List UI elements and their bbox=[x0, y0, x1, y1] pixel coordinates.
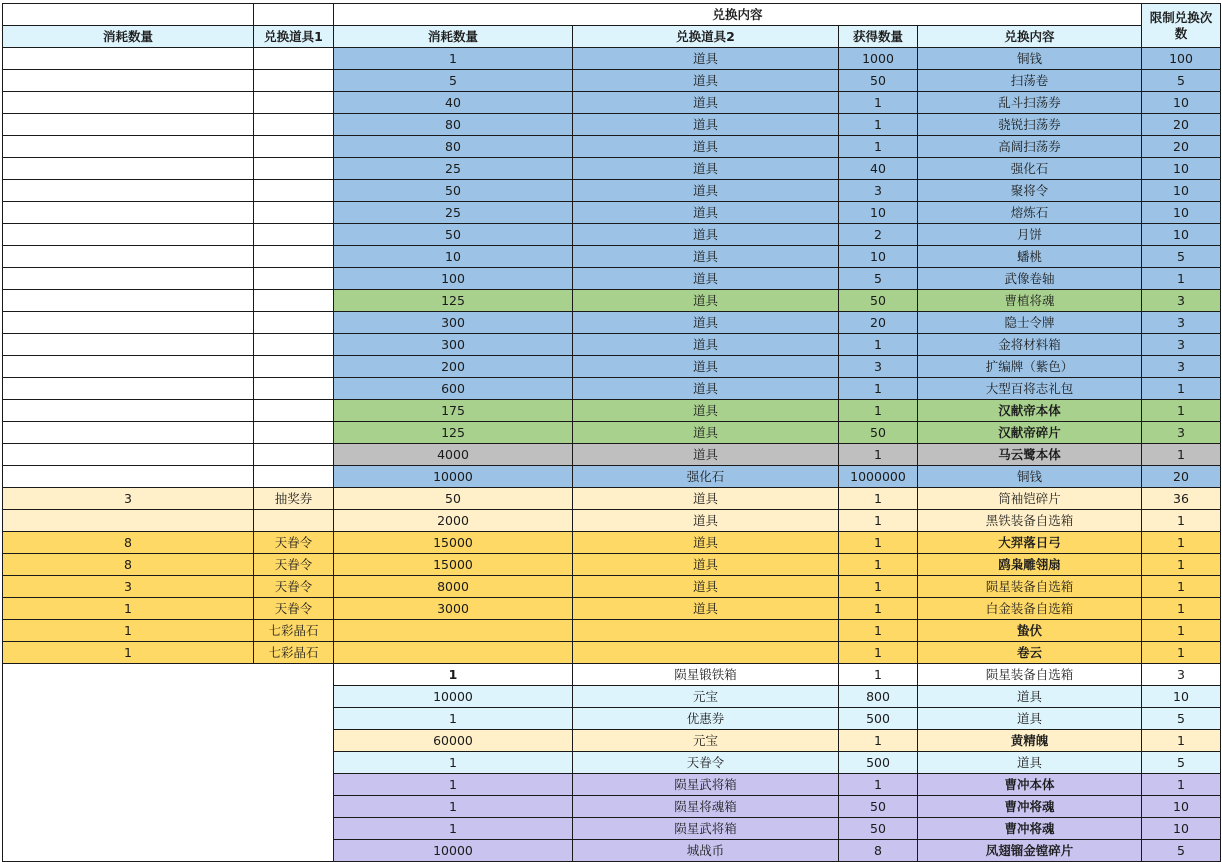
cost1-cell: 3 bbox=[3, 488, 254, 510]
item2-cell: 道具 bbox=[573, 444, 839, 466]
limit-cell: 10 bbox=[1142, 686, 1221, 708]
content-cell: 曹冲本体 bbox=[918, 774, 1142, 796]
item2-cell: 道具 bbox=[573, 598, 839, 620]
limit-cell: 5 bbox=[1142, 752, 1221, 774]
content-cell: 汉献帝碎片 bbox=[918, 422, 1142, 444]
gain-cell: 1000000 bbox=[839, 466, 918, 488]
table-row bbox=[3, 246, 1221, 268]
cost1-cell bbox=[3, 114, 254, 136]
limit-cell: 3 bbox=[1142, 334, 1221, 356]
content-cell: 金将材料箱 bbox=[918, 334, 1142, 356]
cost2-cell: 15000 bbox=[334, 532, 573, 554]
cost2-cell: 60000 bbox=[334, 730, 573, 752]
cost1-cell bbox=[3, 466, 254, 488]
cost2-cell: 600 bbox=[334, 378, 573, 400]
content-cell: 熔炼石 bbox=[918, 202, 1142, 224]
content-cell: 月饼 bbox=[918, 224, 1142, 246]
gain-cell: 1 bbox=[839, 554, 918, 576]
cost1-cell bbox=[3, 246, 254, 268]
item2-cell: 道具 bbox=[573, 290, 839, 312]
item1-cell bbox=[254, 444, 334, 466]
item2-cell: 陨星武将箱 bbox=[573, 774, 839, 796]
item2-cell: 陨星将魂箱 bbox=[573, 796, 839, 818]
cost1-cell bbox=[3, 158, 254, 180]
item1-cell bbox=[254, 202, 334, 224]
table-row bbox=[3, 488, 1221, 510]
cost2-cell: 25 bbox=[334, 202, 573, 224]
cost1-cell bbox=[3, 444, 254, 466]
content-cell: 陨星装备自选箱 bbox=[918, 664, 1142, 686]
item2-cell: 道具 bbox=[573, 554, 839, 576]
cost2-cell: 40 bbox=[334, 92, 573, 114]
table-row bbox=[3, 312, 1221, 334]
table-row bbox=[3, 202, 1221, 224]
item1-cell: 七彩晶石 bbox=[254, 642, 334, 664]
item2-cell: 天眷令 bbox=[573, 752, 839, 774]
item1-cell bbox=[254, 312, 334, 334]
limit-cell: 10 bbox=[1142, 202, 1221, 224]
gain-cell: 3 bbox=[839, 180, 918, 202]
cost2-cell: 1 bbox=[334, 664, 573, 686]
gain-cell: 50 bbox=[839, 290, 918, 312]
item2-cell: 道具 bbox=[573, 92, 839, 114]
item2-cell: 道具 bbox=[573, 224, 839, 246]
item1-cell bbox=[254, 70, 334, 92]
content-cell: 卷云 bbox=[918, 642, 1142, 664]
table-row bbox=[3, 664, 1221, 686]
limit-cell: 20 bbox=[1142, 466, 1221, 488]
item2-cell: 陨星武将箱 bbox=[573, 818, 839, 840]
gain-cell: 8 bbox=[839, 840, 918, 862]
cost1-cell: 8 bbox=[3, 554, 254, 576]
table-row bbox=[3, 642, 1221, 664]
table-row bbox=[3, 48, 1221, 70]
gain-cell: 3 bbox=[839, 356, 918, 378]
cost2-cell: 1 bbox=[334, 48, 573, 70]
cost2-cell: 100 bbox=[334, 268, 573, 290]
item1-cell bbox=[254, 334, 334, 356]
gain-cell: 1 bbox=[839, 642, 918, 664]
content-cell: 筒袖铠碎片 bbox=[918, 488, 1142, 510]
limit-cell: 20 bbox=[1142, 136, 1221, 158]
content-cell: 陨星装备自选箱 bbox=[918, 576, 1142, 598]
content-cell: 骁锐扫荡券 bbox=[918, 114, 1142, 136]
exchange-table bbox=[2, 3, 1221, 862]
item1-cell: 七彩晶石 bbox=[254, 620, 334, 642]
item1-cell bbox=[254, 180, 334, 202]
item1-cell bbox=[254, 510, 334, 532]
cost2-cell: 1 bbox=[334, 708, 573, 730]
content-cell: 强化石 bbox=[918, 158, 1142, 180]
content-cell: 高阔扫荡券 bbox=[918, 136, 1142, 158]
cost2-cell: 3000 bbox=[334, 598, 573, 620]
content-cell: 乱斗扫荡券 bbox=[918, 92, 1142, 114]
item1-cell bbox=[254, 224, 334, 246]
cost2-cell: 300 bbox=[334, 334, 573, 356]
limit-cell: 10 bbox=[1142, 180, 1221, 202]
exchange-content-title: 兑换内容 bbox=[334, 4, 1142, 26]
gain-cell: 1 bbox=[839, 92, 918, 114]
gain-cell: 1000 bbox=[839, 48, 918, 70]
content-cell: 蟠桃 bbox=[918, 246, 1142, 268]
table-row bbox=[3, 70, 1221, 92]
cost1-cell bbox=[3, 400, 254, 422]
limit-cell: 5 bbox=[1142, 840, 1221, 862]
cost1-cell bbox=[3, 356, 254, 378]
gain-cell: 1 bbox=[839, 136, 918, 158]
cost1-cell bbox=[3, 378, 254, 400]
table-row bbox=[3, 510, 1221, 532]
cost2-cell: 5 bbox=[334, 70, 573, 92]
content-cell: 大型百将志礼包 bbox=[918, 378, 1142, 400]
limit-cell: 10 bbox=[1142, 796, 1221, 818]
content-cell: 黄精魄 bbox=[918, 730, 1142, 752]
gain-cell: 20 bbox=[839, 312, 918, 334]
limit-cell: 3 bbox=[1142, 290, 1221, 312]
cost1-cell bbox=[3, 92, 254, 114]
item1-cell bbox=[254, 290, 334, 312]
limit-cell: 1 bbox=[1142, 444, 1221, 466]
cost2-cell: 1 bbox=[334, 818, 573, 840]
table-row bbox=[3, 620, 1221, 642]
gain-cell: 1 bbox=[839, 576, 918, 598]
limit-count-header: 限制兑换次数 bbox=[1142, 4, 1221, 48]
cost2-cell: 80 bbox=[334, 114, 573, 136]
content-cell: 隐士令牌 bbox=[918, 312, 1142, 334]
content-cell: 凤翅镏金镗碎片 bbox=[918, 840, 1142, 862]
limit-cell: 1 bbox=[1142, 532, 1221, 554]
content-cell: 曹冲将魂 bbox=[918, 818, 1142, 840]
item2-cell: 城战币 bbox=[573, 840, 839, 862]
content-cell: 马云鹭本体 bbox=[918, 444, 1142, 466]
item1-cell: 天眷令 bbox=[254, 532, 334, 554]
gain-cell: 1 bbox=[839, 510, 918, 532]
item1-cell bbox=[254, 268, 334, 290]
exchange-spreadsheet bbox=[2, 3, 1221, 862]
gain-cell: 50 bbox=[839, 796, 918, 818]
table-row bbox=[3, 334, 1221, 356]
limit-cell: 5 bbox=[1142, 708, 1221, 730]
table-row bbox=[3, 422, 1221, 444]
item1-cell bbox=[254, 400, 334, 422]
content-cell: 铜钱 bbox=[918, 48, 1142, 70]
item2-cell: 强化石 bbox=[573, 466, 839, 488]
item2-cell: 陨星锻铁箱 bbox=[573, 664, 839, 686]
gain-cell: 10 bbox=[839, 202, 918, 224]
cost2-cell: 10000 bbox=[334, 466, 573, 488]
item2-cell: 道具 bbox=[573, 136, 839, 158]
gain-cell: 1 bbox=[839, 532, 918, 554]
content-cell: 黑铁装备自选箱 bbox=[918, 510, 1142, 532]
item2-header: 兑换道具2 bbox=[573, 26, 839, 48]
item2-cell: 道具 bbox=[573, 246, 839, 268]
item1-cell: 抽奖券 bbox=[254, 488, 334, 510]
cost2-cell: 8000 bbox=[334, 576, 573, 598]
limit-cell: 36 bbox=[1142, 488, 1221, 510]
table-row bbox=[3, 576, 1221, 598]
item1-cell bbox=[254, 246, 334, 268]
item2-cell: 道具 bbox=[573, 422, 839, 444]
table-row bbox=[3, 180, 1221, 202]
item2-cell bbox=[573, 642, 839, 664]
limit-cell: 1 bbox=[1142, 268, 1221, 290]
gain-cell: 50 bbox=[839, 422, 918, 444]
content-cell: 扫荡卷 bbox=[918, 70, 1142, 92]
item1-cell: 天眷令 bbox=[254, 598, 334, 620]
gain-cell: 1 bbox=[839, 334, 918, 356]
content-cell: 曹冲将魂 bbox=[918, 796, 1142, 818]
gain-cell: 800 bbox=[839, 686, 918, 708]
limit-cell: 1 bbox=[1142, 378, 1221, 400]
limit-cell: 10 bbox=[1142, 818, 1221, 840]
gain-cell: 1 bbox=[839, 664, 918, 686]
item1-cell bbox=[254, 48, 334, 70]
content-cell: 蛰伏 bbox=[918, 620, 1142, 642]
cost2-cell: 10000 bbox=[334, 840, 573, 862]
cost1-cell bbox=[3, 180, 254, 202]
gain-cell: 50 bbox=[839, 818, 918, 840]
item1-cell: 天眷令 bbox=[254, 576, 334, 598]
content-cell: 汉献帝本体 bbox=[918, 400, 1142, 422]
gain-cell: 1 bbox=[839, 400, 918, 422]
header-empty-cell bbox=[254, 4, 334, 26]
limit-cell: 1 bbox=[1142, 554, 1221, 576]
table-row bbox=[3, 114, 1221, 136]
cost1-cell: 8 bbox=[3, 532, 254, 554]
item1-cell bbox=[254, 356, 334, 378]
cost1-cell bbox=[3, 422, 254, 444]
cost2-cell: 50 bbox=[334, 180, 573, 202]
cost1-cell bbox=[3, 136, 254, 158]
cost1-cell bbox=[3, 312, 254, 334]
gain-cell: 50 bbox=[839, 70, 918, 92]
table-row bbox=[3, 158, 1221, 180]
item2-cell: 道具 bbox=[573, 70, 839, 92]
table-row bbox=[3, 532, 1221, 554]
cost1-cell bbox=[3, 334, 254, 356]
limit-cell: 1 bbox=[1142, 620, 1221, 642]
cost1-header: 消耗数量 bbox=[3, 26, 254, 48]
content-cell: 大羿落日弓 bbox=[918, 532, 1142, 554]
cost2-cell: 15000 bbox=[334, 554, 573, 576]
item2-cell: 道具 bbox=[573, 334, 839, 356]
content-cell: 聚将令 bbox=[918, 180, 1142, 202]
limit-cell: 3 bbox=[1142, 312, 1221, 334]
limit-cell: 100 bbox=[1142, 48, 1221, 70]
cost2-cell bbox=[334, 642, 573, 664]
limit-cell: 1 bbox=[1142, 642, 1221, 664]
gain-cell: 2 bbox=[839, 224, 918, 246]
table-row bbox=[3, 92, 1221, 114]
cost2-cell bbox=[334, 620, 573, 642]
item2-cell bbox=[573, 620, 839, 642]
cost2-cell: 50 bbox=[334, 488, 573, 510]
cost1-cell bbox=[3, 202, 254, 224]
gain-cell: 1 bbox=[839, 598, 918, 620]
header-empty-cell bbox=[3, 4, 254, 26]
gain-cell: 40 bbox=[839, 158, 918, 180]
item2-cell: 道具 bbox=[573, 312, 839, 334]
cost2-cell: 175 bbox=[334, 400, 573, 422]
item1-cell bbox=[254, 422, 334, 444]
item1-cell bbox=[254, 114, 334, 136]
gain-cell: 1 bbox=[839, 114, 918, 136]
content-cell: 道具 bbox=[918, 686, 1142, 708]
cost1-cell bbox=[3, 224, 254, 246]
item2-cell: 元宝 bbox=[573, 686, 839, 708]
cost2-cell: 80 bbox=[334, 136, 573, 158]
item1-cell bbox=[254, 136, 334, 158]
limit-cell: 3 bbox=[1142, 356, 1221, 378]
gain-cell: 1 bbox=[839, 444, 918, 466]
item1-cell: 天眷令 bbox=[254, 554, 334, 576]
limit-cell: 10 bbox=[1142, 224, 1221, 246]
table-row bbox=[3, 356, 1221, 378]
gain-cell: 500 bbox=[839, 708, 918, 730]
cost2-header: 消耗数量 bbox=[334, 26, 573, 48]
limit-cell: 3 bbox=[1142, 422, 1221, 444]
table-row bbox=[3, 598, 1221, 620]
gain-cell: 1 bbox=[839, 620, 918, 642]
gain-cell: 5 bbox=[839, 268, 918, 290]
item2-cell: 道具 bbox=[573, 576, 839, 598]
item1-header: 兑换道具1 bbox=[254, 26, 334, 48]
cost2-cell: 25 bbox=[334, 158, 573, 180]
content-cell: 曹植将魂 bbox=[918, 290, 1142, 312]
cost2-cell: 1 bbox=[334, 796, 573, 818]
limit-cell: 5 bbox=[1142, 246, 1221, 268]
gain-cell: 500 bbox=[839, 752, 918, 774]
item2-cell: 道具 bbox=[573, 400, 839, 422]
cost2-cell: 10000 bbox=[334, 686, 573, 708]
limit-cell: 20 bbox=[1142, 114, 1221, 136]
item2-cell: 道具 bbox=[573, 378, 839, 400]
item1-cell bbox=[254, 158, 334, 180]
cost2-cell: 300 bbox=[334, 312, 573, 334]
cost2-cell: 200 bbox=[334, 356, 573, 378]
cost1-cell bbox=[3, 510, 254, 532]
item1-cell bbox=[254, 466, 334, 488]
content-cell: 鸥枭雕翎扇 bbox=[918, 554, 1142, 576]
gain-cell: 1 bbox=[839, 378, 918, 400]
cost1-cell: 1 bbox=[3, 642, 254, 664]
limit-cell: 10 bbox=[1142, 92, 1221, 114]
cost1-cell: 1 bbox=[3, 598, 254, 620]
item2-cell: 道具 bbox=[573, 180, 839, 202]
item2-cell: 道具 bbox=[573, 510, 839, 532]
item1-cell bbox=[254, 378, 334, 400]
gain-cell: 1 bbox=[839, 488, 918, 510]
cost2-cell: 2000 bbox=[334, 510, 573, 532]
cost2-cell: 125 bbox=[334, 290, 573, 312]
content-cell: 扩编牌（紫色） bbox=[918, 356, 1142, 378]
cost2-cell: 50 bbox=[334, 224, 573, 246]
table-row bbox=[3, 400, 1221, 422]
cost1-cell: 1 bbox=[3, 620, 254, 642]
limit-cell: 3 bbox=[1142, 664, 1221, 686]
table-row bbox=[3, 378, 1221, 400]
cost1-cell: 3 bbox=[3, 576, 254, 598]
limit-cell: 1 bbox=[1142, 774, 1221, 796]
gain-header: 获得数量 bbox=[839, 26, 918, 48]
limit-cell: 1 bbox=[1142, 510, 1221, 532]
content-cell: 道具 bbox=[918, 752, 1142, 774]
limit-cell: 1 bbox=[1142, 576, 1221, 598]
cost1-cell bbox=[3, 290, 254, 312]
table-row bbox=[3, 136, 1221, 158]
item2-cell: 道具 bbox=[573, 114, 839, 136]
table-row bbox=[3, 554, 1221, 576]
table-row bbox=[3, 290, 1221, 312]
content-cell: 道具 bbox=[918, 708, 1142, 730]
item2-cell: 道具 bbox=[573, 158, 839, 180]
limit-cell: 5 bbox=[1142, 70, 1221, 92]
table-row bbox=[3, 224, 1221, 246]
cost2-cell: 125 bbox=[334, 422, 573, 444]
table-row bbox=[3, 466, 1221, 488]
cost1-cell bbox=[3, 268, 254, 290]
cost2-cell: 4000 bbox=[334, 444, 573, 466]
table-row bbox=[3, 268, 1221, 290]
cost1-cell bbox=[3, 70, 254, 92]
empty-block bbox=[3, 664, 334, 862]
item2-cell: 道具 bbox=[573, 532, 839, 554]
table-row bbox=[3, 444, 1221, 466]
content-cell: 铜钱 bbox=[918, 466, 1142, 488]
item2-cell: 道具 bbox=[573, 356, 839, 378]
cost2-cell: 10 bbox=[334, 246, 573, 268]
gain-cell: 1 bbox=[839, 730, 918, 752]
content-cell: 白金装备自选箱 bbox=[918, 598, 1142, 620]
cost1-cell bbox=[3, 48, 254, 70]
item2-cell: 道具 bbox=[573, 268, 839, 290]
item2-cell: 元宝 bbox=[573, 730, 839, 752]
limit-cell: 1 bbox=[1142, 730, 1221, 752]
content-cell: 武像卷轴 bbox=[918, 268, 1142, 290]
item2-cell: 优惠券 bbox=[573, 708, 839, 730]
gain-cell: 10 bbox=[839, 246, 918, 268]
limit-cell: 10 bbox=[1142, 158, 1221, 180]
gain-cell: 1 bbox=[839, 774, 918, 796]
item2-cell: 道具 bbox=[573, 48, 839, 70]
limit-cell: 1 bbox=[1142, 400, 1221, 422]
item1-cell bbox=[254, 92, 334, 114]
item2-cell: 道具 bbox=[573, 202, 839, 224]
cost2-cell: 1 bbox=[334, 752, 573, 774]
content-header: 兑换内容 bbox=[918, 26, 1142, 48]
item2-cell: 道具 bbox=[573, 488, 839, 510]
cost2-cell: 1 bbox=[334, 774, 573, 796]
limit-cell: 1 bbox=[1142, 598, 1221, 620]
